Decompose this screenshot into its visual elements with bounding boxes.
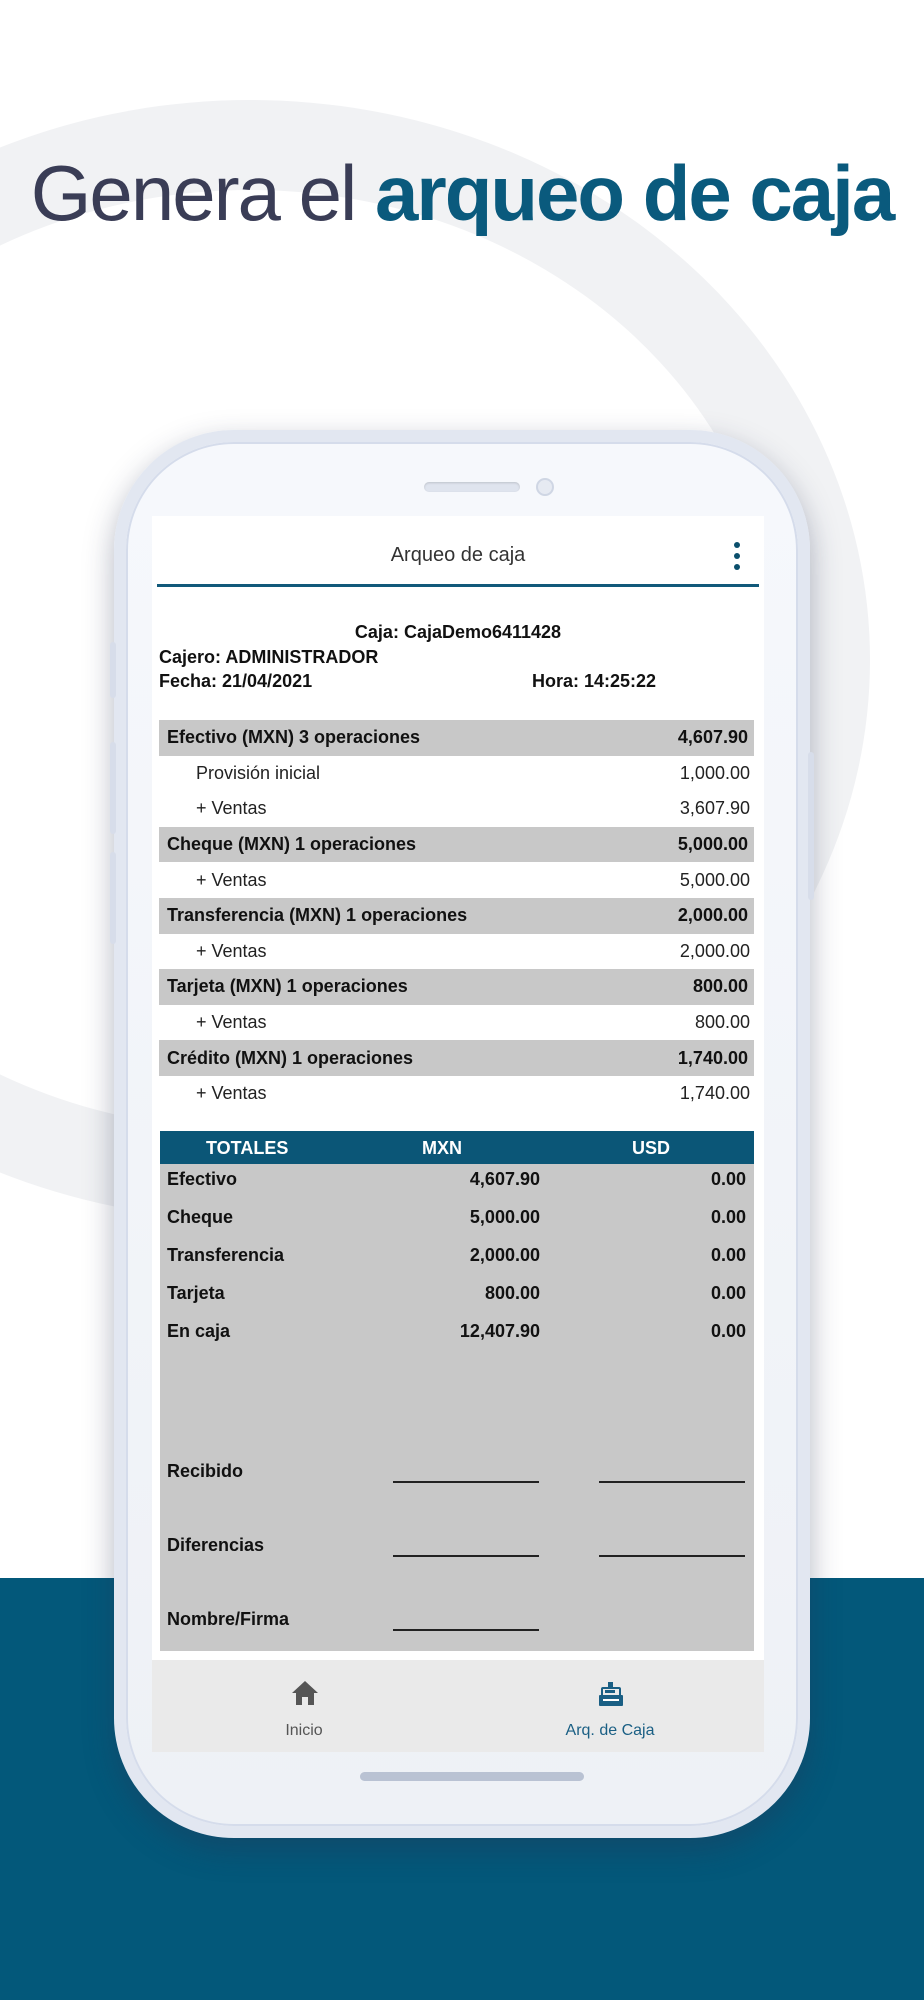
totals-header-usd: USD bbox=[632, 1138, 671, 1158]
totals-row-label: Efectivo bbox=[167, 1169, 238, 1189]
cajero-label: Cajero: ADMINISTRADOR bbox=[159, 647, 379, 667]
totals-header bbox=[160, 1131, 754, 1164]
operation-amount: 2,000.00 bbox=[677, 905, 748, 926]
operation-group-row bbox=[159, 720, 754, 756]
operation-label: + Ventas bbox=[196, 1012, 267, 1033]
phone-volume-up bbox=[110, 742, 116, 834]
operation-detail-row bbox=[159, 1076, 754, 1112]
operation-amount: 1,740.00 bbox=[679, 1083, 750, 1104]
totals-row-usd: 0.00 bbox=[710, 1321, 746, 1341]
totals-row-mxn: 4,607.90 bbox=[469, 1169, 540, 1189]
operation-group-row bbox=[159, 827, 754, 863]
nav-item-inicio[interactable] bbox=[204, 1660, 404, 1752]
page-title: Arqueo de caja bbox=[390, 544, 526, 566]
totals-header-label: TOTALES bbox=[206, 1138, 289, 1158]
totals-row-mxn: 2,000.00 bbox=[469, 1245, 540, 1265]
totals-row bbox=[160, 1203, 754, 1233]
cash-register-icon bbox=[596, 1678, 626, 1708]
totals-row-label: Tarjeta bbox=[167, 1283, 225, 1303]
operation-label: Cheque (MXN) 1 operaciones bbox=[167, 834, 417, 855]
operation-label: + Ventas bbox=[196, 798, 267, 819]
operation-amount: 1,740.00 bbox=[677, 1047, 748, 1068]
operation-amount: 5,000.00 bbox=[677, 834, 748, 855]
operation-group-row bbox=[159, 969, 754, 1005]
bottom-nav bbox=[152, 1660, 764, 1752]
headline bbox=[0, 148, 924, 239]
signature-line-mxn bbox=[393, 1481, 539, 1483]
operation-label: Efectivo (MXN) 3 operaciones bbox=[167, 727, 421, 748]
operation-label: + Ventas bbox=[196, 940, 267, 961]
totals-row-mxn: 800.00 bbox=[484, 1283, 540, 1303]
signature-label: Diferencias bbox=[167, 1535, 265, 1555]
operation-detail-row bbox=[159, 1005, 754, 1041]
totals-row bbox=[160, 1279, 754, 1309]
phone-speaker bbox=[424, 482, 520, 492]
totals-row-mxn: 5,000.00 bbox=[469, 1207, 540, 1227]
operations-list bbox=[159, 720, 754, 1112]
home-icon bbox=[290, 1678, 320, 1708]
home-indicator bbox=[360, 1772, 584, 1781]
phone-power-button bbox=[808, 752, 814, 900]
app-bar-divider bbox=[157, 584, 759, 587]
operation-amount: 2,000.00 bbox=[679, 940, 750, 961]
operation-label: Crédito (MXN) 1 operaciones bbox=[167, 1047, 414, 1068]
signature-row-recibido bbox=[160, 1461, 754, 1491]
operation-detail-row bbox=[159, 756, 754, 792]
caja-label: Caja: CajaDemo6411428 bbox=[354, 622, 562, 642]
totals-row-usd: 0.00 bbox=[710, 1245, 746, 1265]
phone-camera bbox=[536, 478, 554, 496]
totals-header-mxn: MXN bbox=[422, 1138, 462, 1158]
operation-label: + Ventas bbox=[196, 869, 267, 890]
signature-row-diferencias bbox=[160, 1535, 754, 1565]
more-vert-icon[interactable] bbox=[732, 542, 742, 570]
phone-side-button bbox=[110, 642, 116, 698]
operation-detail-row bbox=[159, 791, 754, 827]
totals-row bbox=[160, 1241, 754, 1271]
totals-row bbox=[160, 1165, 754, 1195]
signature-line-mxn bbox=[393, 1629, 539, 1631]
operation-detail-row bbox=[159, 934, 754, 970]
nav-item-arq-caja[interactable] bbox=[510, 1660, 710, 1752]
operation-amount: 4,607.90 bbox=[677, 727, 748, 748]
operation-label: Transferencia (MXN) 1 operaciones bbox=[167, 905, 468, 926]
totals-row-label: En caja bbox=[167, 1321, 231, 1341]
totals-row-label: Transferencia bbox=[167, 1245, 285, 1265]
operation-label: + Ventas bbox=[196, 1083, 267, 1104]
signature-label: Recibido bbox=[167, 1461, 244, 1481]
app-bar bbox=[152, 516, 764, 586]
fecha-label: Fecha: 21/04/2021 bbox=[159, 671, 313, 691]
operation-label: Provisión inicial bbox=[196, 762, 321, 783]
signature-label: Nombre/Firma bbox=[167, 1609, 290, 1629]
app-screen bbox=[152, 516, 764, 1752]
signature-line-mxn bbox=[393, 1555, 539, 1557]
totals-row-usd: 0.00 bbox=[710, 1207, 746, 1227]
totals-row-mxn: 12,407.90 bbox=[459, 1321, 540, 1341]
totals-row bbox=[160, 1317, 754, 1347]
totals-row-usd: 0.00 bbox=[710, 1169, 746, 1189]
operation-group-row bbox=[159, 898, 754, 934]
signature-line-usd bbox=[599, 1555, 745, 1557]
totals-row-label: Cheque bbox=[167, 1207, 234, 1227]
headline-bold: arqueo de caja bbox=[374, 149, 894, 237]
operation-amount: 3,607.90 bbox=[679, 798, 750, 819]
hora-label: Hora: 14:25:22 bbox=[532, 671, 657, 691]
operation-group-row bbox=[159, 1040, 754, 1076]
signature-row-nombre-firma bbox=[160, 1609, 754, 1639]
totals-table bbox=[160, 1131, 754, 1651]
headline-light: Genera el bbox=[30, 149, 356, 237]
nav-label-inicio: Inicio bbox=[285, 1722, 323, 1739]
operation-amount: 800.00 bbox=[692, 976, 748, 997]
operation-label: Tarjeta (MXN) 1 operaciones bbox=[167, 976, 408, 997]
operation-amount: 5,000.00 bbox=[679, 869, 750, 890]
totals-row-usd: 0.00 bbox=[710, 1283, 746, 1303]
phone-frame bbox=[114, 430, 810, 1838]
signature-line-usd bbox=[599, 1481, 745, 1483]
operation-detail-row bbox=[159, 862, 754, 898]
nav-label-arq-caja: Arq. de Caja bbox=[565, 1722, 655, 1739]
operation-amount: 1,000.00 bbox=[679, 762, 750, 783]
operation-amount: 800.00 bbox=[694, 1012, 750, 1033]
phone-volume-down bbox=[110, 852, 116, 944]
